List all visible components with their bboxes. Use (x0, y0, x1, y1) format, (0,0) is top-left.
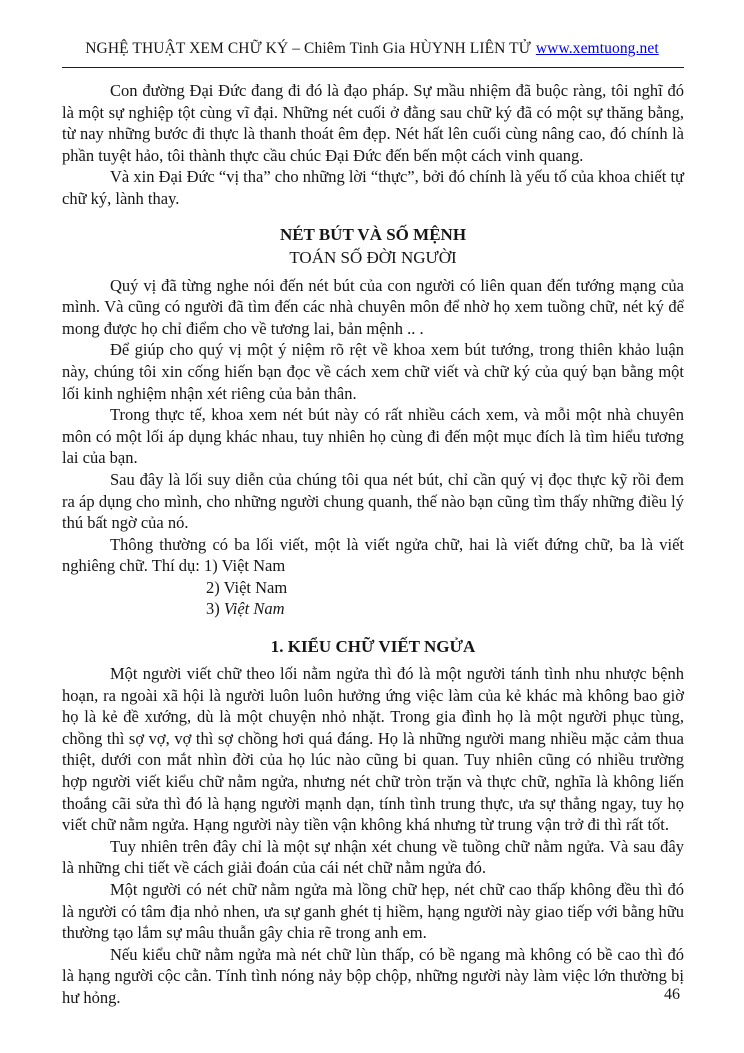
example-item-3-prefix: 3) (206, 599, 224, 619)
paragraph-kieuchu-2: Tuy nhiên trên đây chỉ là một sự nhận xét chung về tuồng chữ nằm ngửa. Và sau đây là những chi tiết về cách giải đoán của cái nét chữ nằm ngửa đó. (62, 836, 684, 878)
paragraph-intro-1: Con đường Đại Đức đang đi đó là đạo pháp. Sự mầu nhiệm đã buộc ràng, tôi nghĩ đó là một sự nghiệp tột cùng vĩ đại. Những nét cuối ở đằng sau chữ ký đã có một sự thăng bằng, từ nay những bước đi thực là thanh thoát êm đẹp. Nét hất lên cuối cùng nâng cao, đó chính là phần tuyệt hảo, tôi thành thực cầu chúc Đại Đức đến bến một cách vinh quang. (62, 81, 684, 165)
page-header (0, 0, 744, 58)
example-item-3-text: Việt Nam (223, 599, 285, 619)
example-item-2 (62, 577, 684, 599)
example-item-2-text: Việt Nam (223, 577, 288, 597)
paragraph-kieuchu-1: Một người viết chữ theo lối nằm ngửa thì đó là một người tánh tình nhu nhược bệnh hoạn, ra ngoài xã hội là người luôn luôn hưởng ứng việc làm của kẻ khác mà không bao giờ họ là kẻ đề xướng, dù là một chuyện nhỏ nhặt. Trong gia đình họ là một người phục tùng, chồng thì sợ vợ, vợ thì sợ chồng hơi quá đáng. Họ là những người mang nhiều mặc cảm thua thiệt, dưới con mắt nhìn đời của họ lúc nào cũng bi quan. Tuy nhiên cũng có nhiều trường hợp người viết kiểu chữ nằm ngửa, nhưng nét chữ tròn trặn và thực chữ, nghĩa là không liến thoắng cãi sửa thì đó là hạng người mạnh dạn, tính tình trung thực, ưa sự thẳng ngay, tuy họ viết chữ nằm ngửa. Hạng người này tiền vận không khá nhưng từ trung vận trở đi thì rất tốt. (62, 664, 684, 835)
page-number: 46 (664, 986, 680, 1003)
subheading-toan-so-doi-nguoi: TOÁN SỐ ĐỜI NGƯỜI (289, 247, 457, 267)
header-title: NGHỆ THUẬT XEM CHỮ KÝ – Chiêm Tinh Gia HÙYNH LIÊN TỬ (85, 40, 531, 57)
paragraph-kieuchu-3: Một người có nét chữ nằm ngửa mà lồng chữ hẹp, nét chữ cao thấp không đều thì đó là người có tâm địa nhỏ nhen, ưa sự ganh ghét tị hiềm, hạng người này giao tiếp với bằng hữu thường tạo lắm sự mâu thuẫn gây chia rẽ trong anh em. (62, 880, 684, 943)
paragraph-kieuchu-4: Nếu kiểu chữ nằm ngửa mà nét chữ lùn thấp, có bề ngang mà không có bề cao thì đó là hạng người cộc cằn. Tính tình nóng nảy bộp chộp, những người này làm việc lớn thường bị hư hỏng. (62, 944, 684, 1007)
example-item-3 (62, 598, 684, 620)
paragraph-netbut-1: Quý vị đã từng nghe nói đến nét bút của con người có liên quan đến tướng mạng của mình. Và cũng có người đã tìm đến các nhà chuyên môn để nhờ họ xem tuồng chữ, nét ký để mong được họ chỉ điểm cho về tương lai, bản mệnh .. . (62, 275, 684, 338)
page-content (0, 68, 744, 1009)
paragraph-netbut-2: Để giúp cho quý vị một ý niệm rõ rệt về khoa xem bút tướng, trong thiên khảo luận này, chúng tôi xin cống hiến bạn đọc về cách xem chữ viết và chữ ký của quý bạn bằng một lối kinh nghiệm nhận xét riêng của bản thân. (62, 340, 684, 403)
header-link[interactable]: www.xemtuong.net (535, 40, 659, 57)
heading-kieu-chu-viet-ngua: 1. KIỂU CHỮ VIẾT NGỬA (270, 637, 476, 657)
heading-block-net-but (62, 223, 684, 269)
example-item-2-prefix: 2) (206, 577, 224, 597)
paragraph-intro-2: Và xin Đại Đức “vị tha” cho những lời “thực”, bởi đó chính là yếu tố của khoa chiết tự chữ ký, lành thay. (62, 167, 684, 208)
heading-net-but-va-so-menh: NÉT BÚT VÀ SỐ MỆNH (279, 224, 467, 244)
paragraph-netbut-3: Trong thực tế, khoa xem nét bút này có rất nhiều cách xem, và mỗi một nhà chuyên môn có một lối áp dụng khác nhau, tuy nhiên họ cùng đi đến một mục đích là tìm hiểu tương lai của bạn. (62, 405, 684, 468)
paragraph-netbut-4: Sau đây là lối suy diễn của chúng tôi qua nét bút, chỉ cần quý vị đọc thực kỹ rồi đem ra áp dụng cho mình, cho những người chung quanh, thế nào bạn cũng tìm thấy những điều lý thú bất ngờ của nó. (62, 469, 684, 533)
paragraph-netbut-5: Thông thường có ba lối viết, một là viết ngửa chữ, hai là viết đứng chữ, ba là viết nghiêng chữ. Thí dụ: 1) Việt Nam (62, 534, 684, 576)
